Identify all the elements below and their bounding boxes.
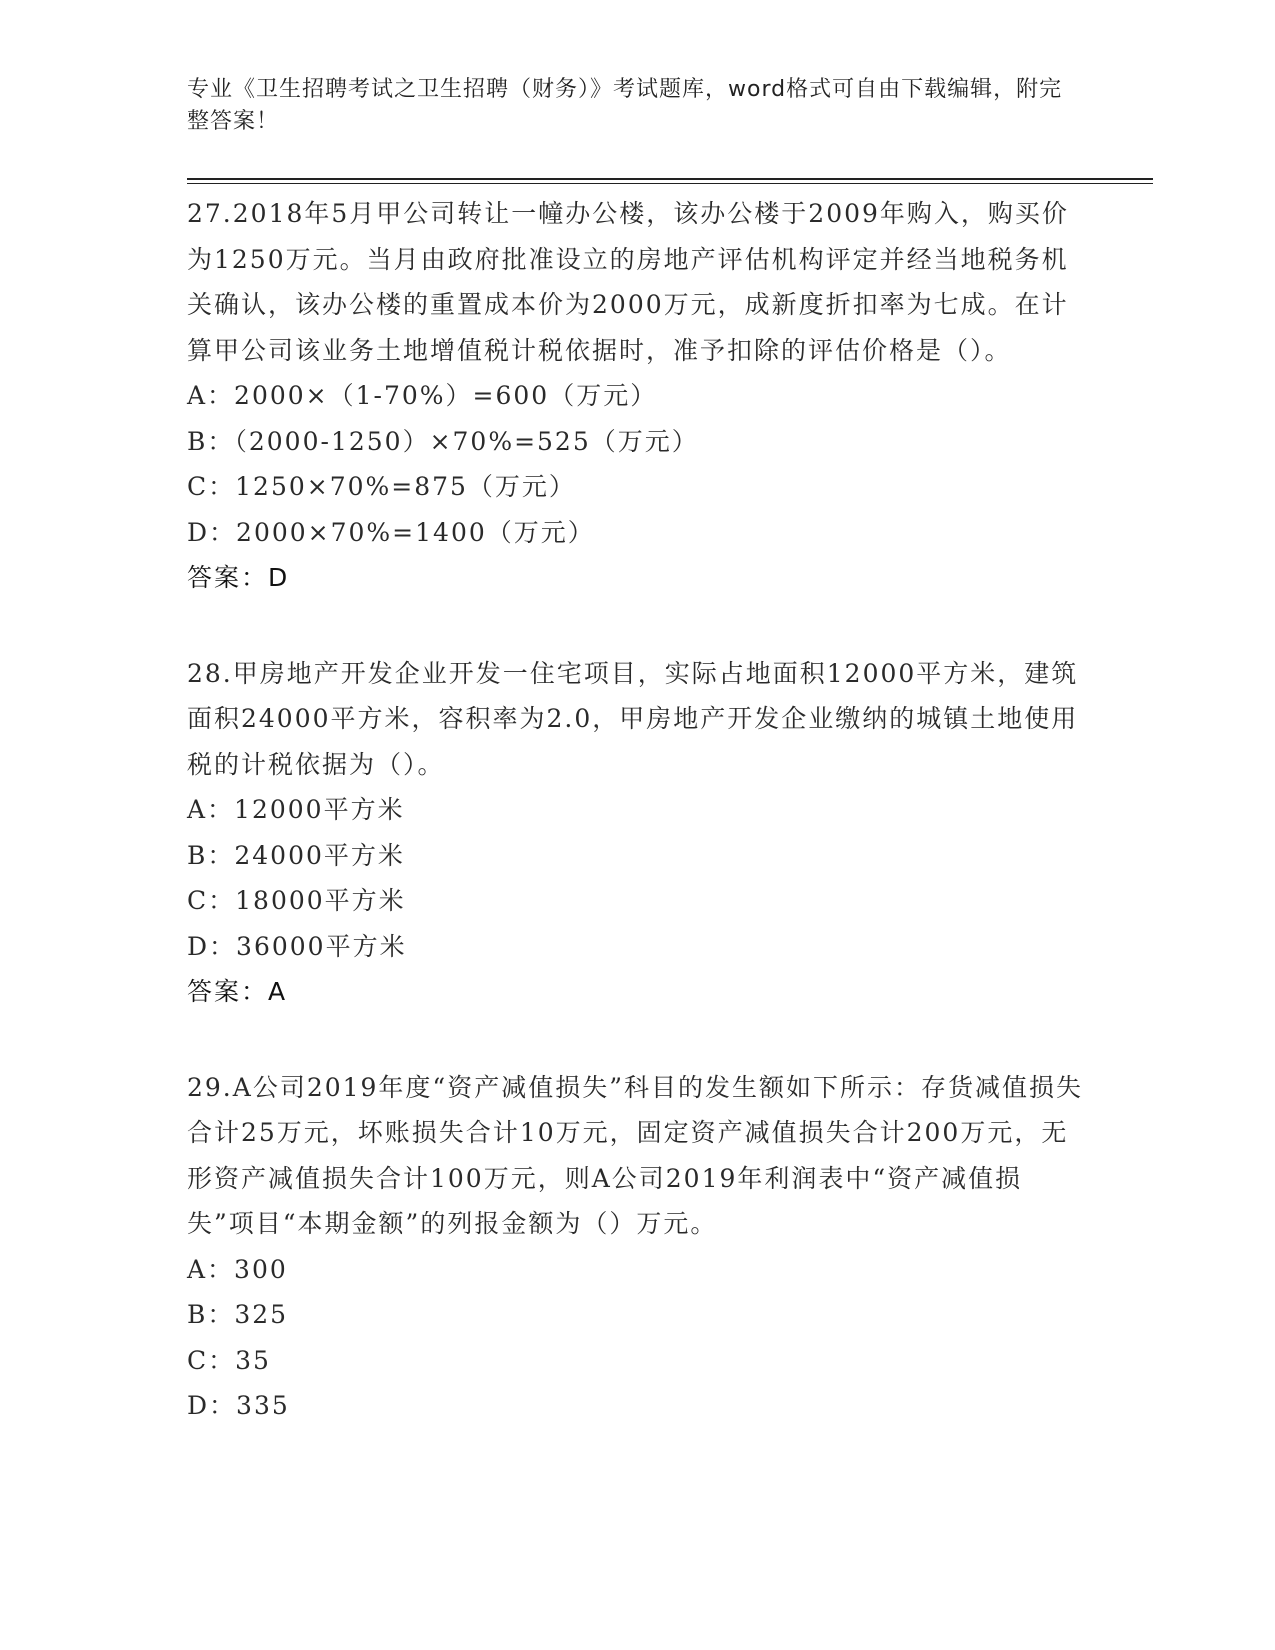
option-a: A：300 — [187, 1254, 288, 1284]
option-d: D：335 — [187, 1391, 290, 1420]
option-d: D：2000×70%=1400（万元） — [187, 517, 595, 547]
header-rule-thick — [187, 178, 1153, 180]
answer-line: 答案：D — [187, 563, 290, 592]
option-d: D：36000平方米 — [187, 931, 407, 961]
answer-line: 答案：A — [187, 977, 288, 1006]
question-29 — [187, 1065, 1087, 1429]
question-list — [187, 191, 1087, 1479]
option-b: B：（2000-1250）×70%=525（万元） — [187, 426, 699, 456]
header-rule-thin — [187, 183, 1153, 184]
question-stem: 29.A公司2019年度“资产减值损失”科目的发生额如下所示：存货减值损失合计25万元，坏账损失合计10万元，固定资产减值损失合计200万元，无形资产减值损失合计100万元，则A公司2019年利润表中“资产减值损失”项目“本期金额”的列报金额为（）万元。 — [187, 1072, 1083, 1238]
question-stem: 27.2018年5月甲公司转让一幢办公楼，该办公楼于2009年购入，购买价为1250万元。当月由政府批准设立的房地产评估机构评定并经当地税务机关确认，该办公楼的重置成本价为2000万元，成新度折扣率为七成。在计算甲公司该业务土地增值税计税依据时，准予扣除的评估价格是（）。 — [187, 199, 1069, 365]
option-c: C：1250×70%=875（万元） — [187, 472, 576, 501]
option-c: C：35 — [187, 1345, 271, 1375]
option-c: C：18000平方米 — [187, 886, 406, 915]
document-header: 专业《卫生招聘考试之卫生招聘（财务）》考试题库，word格式可自由下载编辑，附完整答案！ — [187, 77, 1063, 134]
question-27 — [187, 191, 1087, 601]
question-28 — [187, 651, 1087, 1015]
option-b: B：325 — [187, 1300, 289, 1329]
question-stem: 28.甲房地产开发企业开发一住宅项目，实际占地面积12000平方米，建筑面积24000平方米，容积率为2.0，甲房地产开发企业缴纳的城镇土地使用税的计税依据为（）。 — [187, 658, 1079, 779]
option-a: A：2000×（1-70%）=600（万元） — [187, 381, 658, 410]
option-a: A：12000平方米 — [187, 795, 405, 824]
option-b: B：24000平方米 — [187, 840, 405, 870]
